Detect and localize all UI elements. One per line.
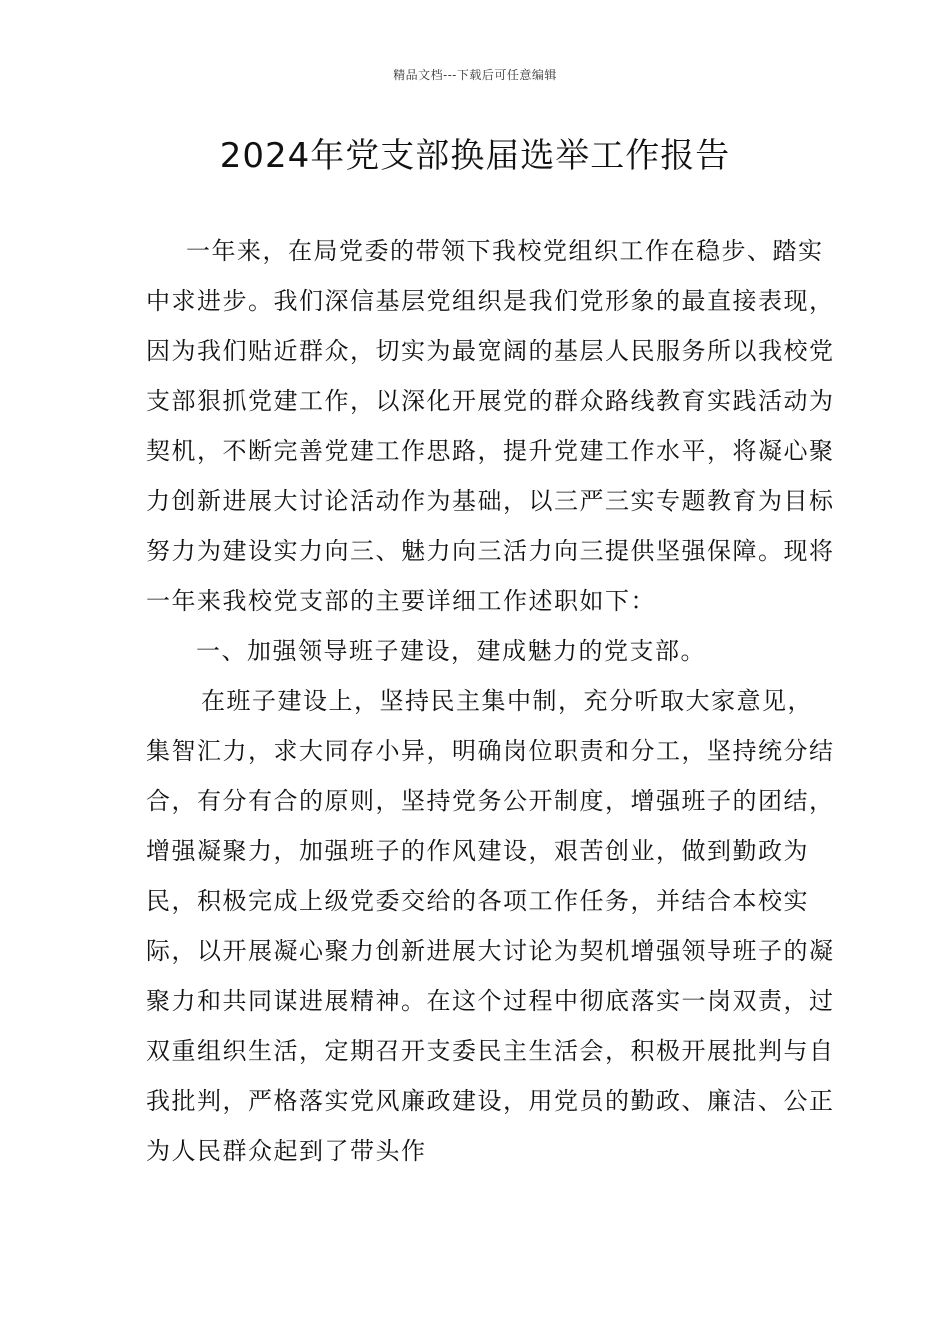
paragraph-intro: 一年来，在局党委的带领下我校党组织工作在稳步、踏实中求进步。我们深信基层党组织是我们党形象的最直接表现，因为我们贴近群众，切实为最宽阔的基层人民服务所以我校党支部狠抓党建工作，以深化开展党的群众路线教育实践活动为契机，不断完善党建工作思路，提升党建工作水平，将凝心聚力创新进展大讨论活动作为基础，以三严三实专题教育为目标努力为建设实力向三、魅力向三活力向三提供坚强保障。现将一年来我校党支部的主要详细工作述职如下： <box>146 237 835 615</box>
paragraph-section-1: 在班子建设上，坚持民主集中制，充分听取大家意见，集智汇力，求大同存小异，明确岗位职责和分工，坚持统分结合，有分有合的原则，坚持党务公开制度，增强班子的团结，增强凝聚力，加强班子的作风建设，艰苦创业，做到勤政为民，积极完成上级党委交给的各项工作任务，并结合本校实际，以开展凝心聚力创新进展大讨论为契机增强领导班子的凝聚力和共同谋进展精神。在这个过程中彻底落实一岗双责，过双重组织生活，定期召开支委民主生活会，积极开展批判与自我批判，严格落实党风廉政建设，用党员的勤政、廉洁、公正为人民群众起到了带头作 <box>146 687 835 1165</box>
header-note: 精品文档---下载后可任意编辑 <box>393 68 557 82</box>
section-heading-1: 一、加强领导班子建设，建成魅力的党支部。 <box>196 637 706 665</box>
document-body <box>146 226 836 1176</box>
document-title: 2024年党支部换届选举工作报告 <box>219 136 731 176</box>
